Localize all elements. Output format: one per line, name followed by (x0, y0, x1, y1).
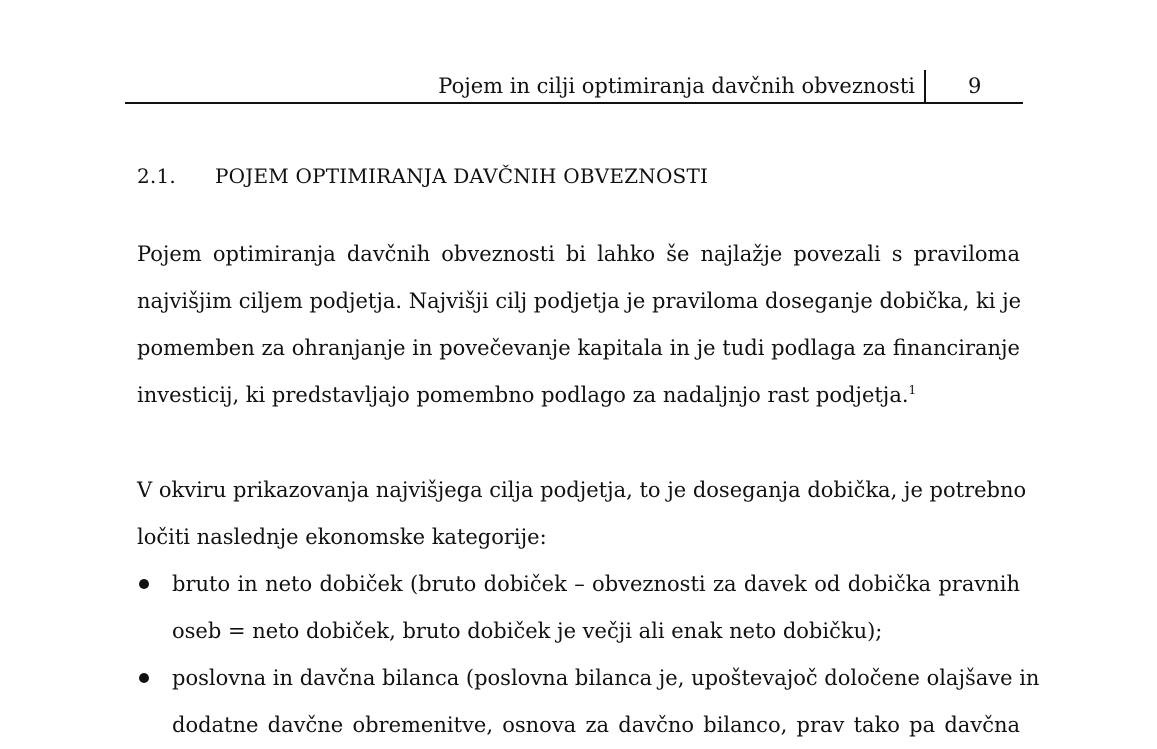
paragraph-line: pomemben za ohranjanje in povečevanje kapitala in je tudi podlaga za financiranje (137, 336, 1020, 360)
paragraph-2 (137, 467, 1027, 561)
paragraph-line: V okviru prikazovanja najvišjega cilja podjetja, to je doseganja dobička, je potrebno (137, 478, 1027, 502)
bullet-icon (139, 673, 149, 683)
paragraph-line-text: investicij, ki predstavljajo pomembno podlago za nadaljnjo rast podjetja. (137, 383, 909, 407)
section-number: 2.1. (137, 163, 176, 188)
list-item-line: bruto in neto dobiček (bruto dobiček – obveznosti za davek od dobička pravnih (172, 572, 1020, 596)
list-item-line: poslovna in davčna bilanca (poslovna bilanca je, upoštevajoč določene olajšave in (172, 666, 1040, 690)
bullet-list (137, 561, 1040, 749)
footnote-reference[interactable]: 1 (908, 383, 917, 397)
section-title: POJEM OPTIMIRANJA DAVČNIH OBVEZNOSTI (215, 163, 709, 188)
header-divider (924, 70, 926, 102)
paragraph-line-last: ločiti naslednje ekonomske kategorije: (137, 525, 547, 549)
page-number: 9 (968, 74, 982, 98)
running-header-title: Pojem in cilji optimiranja davčnih obveznosti (438, 74, 915, 98)
paragraph-1 (137, 231, 1020, 419)
list-item-line: oseb = neto dobiček, bruto dobiček je večji ali enak neto dobičku); (172, 619, 883, 643)
paragraph-line: najvišjim ciljem podjetja. Najvišji cilj podjetja je praviloma doseganje dobička, ki je (137, 289, 1022, 313)
running-header (125, 70, 1023, 104)
list-item (137, 561, 1020, 655)
section-heading (137, 164, 708, 188)
list-item (137, 655, 1040, 749)
list-item-line: dodatne davčne obremenitve, osnova za davčno bilanco, prav tako pa davčna (172, 713, 1020, 737)
paragraph-line: Pojem optimiranja davčnih obveznosti bi lahko še najlažje povezali s praviloma (137, 242, 1020, 266)
paragraph-line-last (137, 372, 1020, 419)
bullet-icon (139, 579, 149, 589)
